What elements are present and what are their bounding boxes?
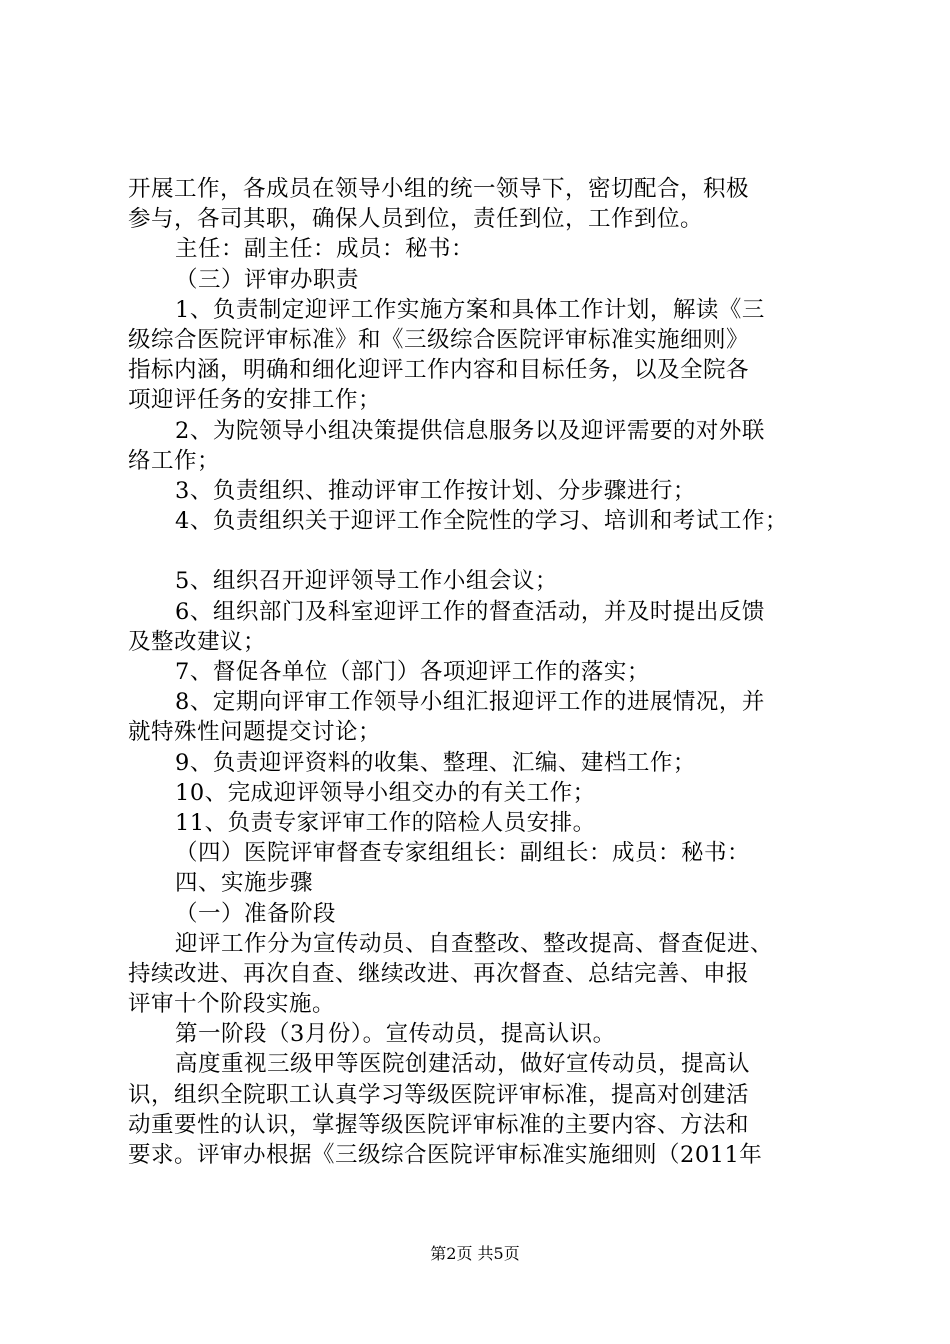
text-line: 11、负责专家评审工作的陪检人员安排。	[175, 809, 596, 836]
text-line: 动重要性的认识，掌握等级医院评审标准的主要内容、方法和	[128, 1111, 750, 1138]
text-line: 主任：副主任：成员：秘书：	[175, 236, 475, 263]
text-line: （三）评审办职责	[175, 266, 360, 293]
text-line: （四）医院评审督查专家组组长：副组长：成员：秘书：	[175, 840, 751, 867]
text-line: 级综合医院评审标准》和《三级综合医院评审标准实施细则》	[128, 326, 750, 353]
text-line: 识，组织全院职工认真学习等级医院评审标准，提高对创建活	[128, 1081, 750, 1108]
text-line: 高度重视三级甲等医院创建活动，做好宣传动员，提高认	[175, 1051, 751, 1078]
text-line: 3、负责组织、推动评审工作按计划、分步骤进行；	[175, 477, 696, 504]
blank-line	[128, 536, 840, 566]
text-line: 迎评工作分为宣传动员、自查整改、整改提高、督查促进、	[175, 930, 774, 957]
text-line: 络工作；	[128, 447, 221, 474]
text-line: 1、负责制定迎评工作实施方案和具体工作计划，解读《三	[175, 296, 765, 323]
text-line: 要求。评审办根据《三级综合医院评审标准实施细则（2011年	[128, 1142, 763, 1168]
text-line: 四、实施步骤	[175, 870, 314, 897]
text-line: 及整改建议；	[128, 628, 267, 655]
text-line: 9、负责迎评资料的收集、整理、汇编、建档工作；	[175, 749, 696, 776]
page-footer	[0, 1244, 950, 1264]
text-line: 4、负责组织关于迎评工作全院性的学习、培训和考试工作；	[175, 508, 788, 535]
text-line: 参与，各司其职，确保人员到位，责任到位，工作到位。	[128, 206, 704, 233]
text-line: 8、定期向评审工作领导小组汇报迎评工作的进展情况，并	[175, 689, 765, 716]
text-line: 6、组织部门及科室迎评工作的督查活动，并及时提出反馈	[175, 598, 765, 625]
text-line: 项迎评任务的安排工作；	[128, 387, 382, 414]
text-line: 评审十个阶段实施。	[128, 991, 336, 1018]
text-line: 7、督促各单位（部门）各项迎评工作的落实；	[175, 659, 650, 685]
text-line: 持续改进、再次自查、继续改进、再次督查、总结完善、申报	[128, 960, 750, 987]
document-body	[128, 174, 840, 1170]
text-line: 第一阶段（3月份）。宣传动员，提高认识。	[175, 1021, 616, 1048]
text-line: 5、组织召开迎评领导工作小组会议；	[175, 568, 558, 595]
text-line: 10、完成迎评领导小组交办的有关工作；	[175, 779, 596, 806]
page-number-label: 第2页 共5页	[430, 1244, 520, 1263]
text-line: （一）准备阶段	[175, 900, 337, 927]
text-line: 开展工作，各成员在领导小组的统一领导下，密切配合，积极	[128, 176, 750, 202]
text-line: 就特殊性问题提交讨论；	[128, 719, 382, 746]
text-line: 2、为院领导小组决策提供信息服务以及迎评需要的对外联	[175, 417, 765, 444]
text-line: 指标内涵，明确和细化迎评工作内容和目标任务，以及全院各	[128, 357, 750, 384]
